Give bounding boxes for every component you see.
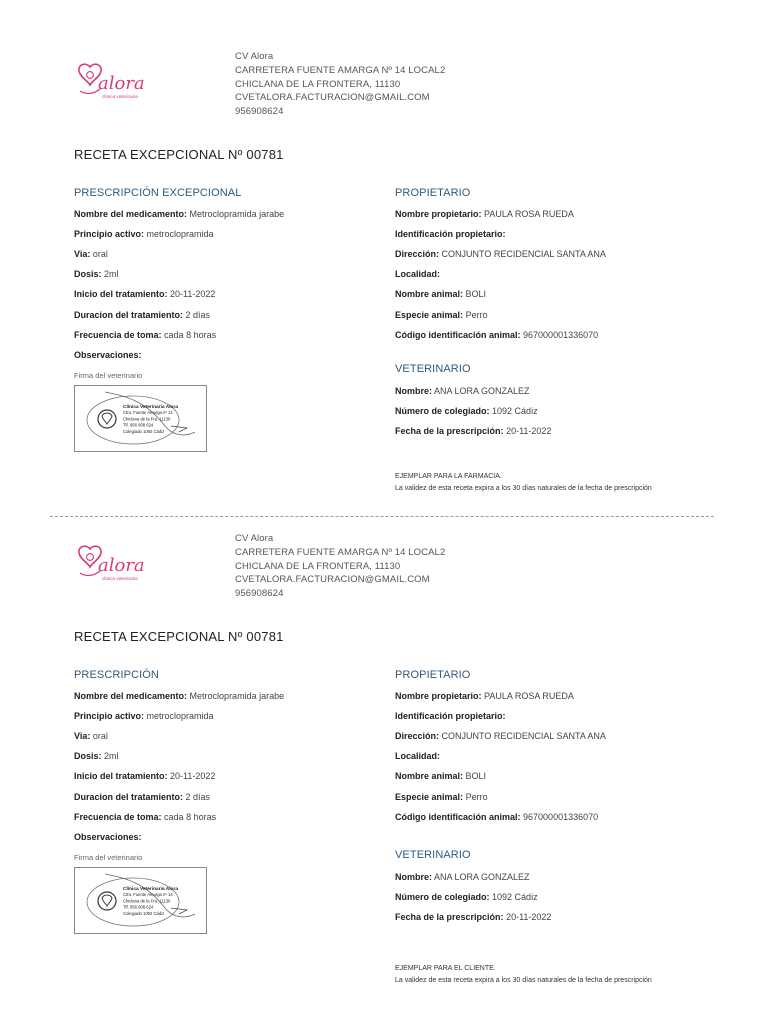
field-value: CONJUNTO RECIDENCIAL SANTA ANA <box>441 249 606 260</box>
field-label: Observaciones: <box>74 349 142 360</box>
field-value: 20-11-2022 <box>170 771 216 782</box>
field-value: 20-11-2022 <box>506 425 552 436</box>
owner-row <box>395 310 488 320</box>
stamp-line: Chiclana de la Fra. 11130 <box>123 416 171 422</box>
prescription-row <box>74 289 215 299</box>
vet-row <box>395 386 530 396</box>
field-label: Nombre: <box>395 386 433 396</box>
field-value: 1092 Cádiz <box>492 405 538 416</box>
logo-subtext: clínica veterinaria <box>102 576 138 581</box>
field-value: ANA LORA GONZALEZ <box>434 386 530 396</box>
field-label: Duracion del tratamiento: <box>74 309 184 320</box>
field-value: 2 días <box>185 309 211 320</box>
owner-heading: PROPIETARIO <box>395 187 471 199</box>
copy-type-label: EJEMPLAR PARA EL CLIENTE. <box>395 965 496 972</box>
field-label: Localidad: <box>395 269 441 280</box>
field-value: BOLI <box>465 771 487 782</box>
logo-subtext: clínica veterinaria <box>102 94 138 99</box>
field-value: 1092 Cádiz <box>492 891 538 902</box>
prescription-row <box>74 771 215 781</box>
field-label: Nombre propietario: <box>395 691 482 701</box>
clinic-name: CV Alora <box>235 51 274 62</box>
prescription-row <box>74 751 119 761</box>
field-label: Fecha de la prescripción: <box>395 911 504 922</box>
prescription-row <box>74 229 214 239</box>
clinic-city: CHICLANA DE LA FRONTERA, 11130 <box>235 78 401 90</box>
clinic-phone: 956908624 <box>235 106 284 118</box>
prescription-row <box>74 792 210 802</box>
field-label: Nombre animal: <box>395 289 464 300</box>
field-label: Nombre: <box>395 872 433 882</box>
prescription-row <box>74 249 108 259</box>
logo-text: alora <box>98 555 145 576</box>
field-value: CONJUNTO RECIDENCIAL SANTA ANA <box>441 731 606 742</box>
stamp-line: Colegiado 1092 Cádiz <box>123 910 165 916</box>
owner-row <box>395 249 606 259</box>
field-value: Perro <box>465 309 488 320</box>
field-value: Metroclopramida jarabe <box>189 209 285 219</box>
field-value: Perro <box>465 791 488 802</box>
clinic-logo <box>76 61 158 103</box>
field-value: 967000001336070 <box>523 329 599 340</box>
prescription-row <box>74 209 284 219</box>
vet-row <box>395 872 530 882</box>
field-label: Principio activo: <box>74 711 145 722</box>
prescription-row <box>74 330 216 340</box>
signature-label: Firma del veterinario <box>74 371 143 380</box>
owner-row <box>395 751 440 761</box>
field-label: Fecha de la prescripción: <box>395 425 504 436</box>
prescription-row <box>74 711 214 721</box>
owner-row <box>395 812 598 822</box>
owner-heading: PROPIETARIO <box>395 669 471 681</box>
signature-label: Firma del veterinario <box>74 853 143 862</box>
field-label: Número de colegiado: <box>395 405 490 416</box>
field-value: cada 8 horas <box>164 811 217 822</box>
owner-row <box>395 711 506 721</box>
field-label: Código identificación animal: <box>395 329 521 340</box>
field-value: oral <box>92 731 108 742</box>
field-label: Nombre del medicamento: <box>74 209 188 219</box>
field-label: Código identificación animal: <box>395 811 521 822</box>
field-value: ANA LORA GONZALEZ <box>434 872 530 882</box>
clinic-email: CVETALORA.FACTURACION@GMAIL.COM <box>235 92 430 104</box>
stamp-line: Ctra. Fuente Amarga nº 14 <box>123 410 173 416</box>
field-label: Frecuencia de toma: <box>74 329 162 340</box>
field-label: Número de colegiado: <box>395 891 490 902</box>
field-value: 967000001336070 <box>523 811 599 822</box>
field-label: Via: <box>74 731 91 742</box>
clinic-email: CVETALORA.FACTURACION@GMAIL.COM <box>235 574 430 586</box>
field-value: metroclopramida <box>146 229 214 240</box>
logo-heart-icon <box>76 61 158 103</box>
stamp-line: Ctra. Fuente Amarga nº 14 <box>123 892 173 898</box>
prescription-row <box>74 731 108 741</box>
prescription-heading: PRESCRIPCIÓN EXCEPCIONAL <box>74 187 242 199</box>
field-label: Identificación propietario: <box>395 711 506 722</box>
field-label: Nombre animal: <box>395 771 464 782</box>
field-label: Identificación propietario: <box>395 229 506 240</box>
field-label: Via: <box>74 249 91 260</box>
field-value: metroclopramida <box>146 711 214 722</box>
field-label: Dirección: <box>395 249 440 260</box>
prescription-row <box>74 350 142 360</box>
cut-line-divider <box>50 516 714 517</box>
owner-row <box>395 269 440 279</box>
owner-row <box>395 771 486 781</box>
prescription-title: RECETA EXCEPCIONAL Nº 00781 <box>74 629 284 644</box>
validity-note: La validez de esta receta expira a los 30 días naturales de la fecha de prescripción <box>395 485 652 492</box>
owner-row <box>395 229 506 239</box>
owner-row <box>395 691 574 701</box>
validity-note: La validez de esta receta expira a los 30 días naturales de la fecha de prescripción <box>395 977 652 984</box>
stamp-line: Tlf. 956 908 624 <box>123 422 154 428</box>
field-value: 20-11-2022 <box>506 911 552 922</box>
signature-box <box>74 385 207 452</box>
field-label: Dosis: <box>74 751 102 762</box>
clinic-phone: 956908624 <box>235 588 284 600</box>
field-value: PAULA ROSA RUEDA <box>484 209 574 219</box>
field-label: Dirección: <box>395 731 440 742</box>
field-value: 2 días <box>185 791 211 802</box>
vet-row <box>395 912 551 922</box>
stamp-line: Chiclana de la Fra. 11130 <box>123 898 171 904</box>
field-label: Inicio del tratamiento: <box>74 771 168 782</box>
signature-stamp-icon <box>75 868 203 932</box>
stamp-line: Colegiado 1092 Cádiz <box>123 428 165 434</box>
field-value: 2ml <box>104 751 119 762</box>
clinic-city: CHICLANA DE LA FRONTERA, 11130 <box>235 560 401 572</box>
owner-row <box>395 289 486 299</box>
logo-text: alora <box>98 73 145 94</box>
clinic-info <box>235 50 445 119</box>
owner-row <box>395 792 488 802</box>
stamp-line: Clínica Veterinaria Alora <box>123 887 179 892</box>
vet-row <box>395 406 538 416</box>
owner-row <box>395 731 606 741</box>
vet-heading: VETERINARIO <box>395 849 471 861</box>
signature-box <box>74 867 207 934</box>
prescription-title: RECETA EXCEPCIONAL Nº 00781 <box>74 147 284 162</box>
field-label: Frecuencia de toma: <box>74 811 162 822</box>
field-label: Especie animal: <box>395 791 464 802</box>
vet-row <box>395 426 551 436</box>
field-label: Especie animal: <box>395 309 464 320</box>
clinic-logo <box>76 543 158 585</box>
prescription-row <box>74 812 216 822</box>
field-label: Dosis: <box>74 269 102 280</box>
prescription-row <box>74 691 284 701</box>
clinic-address: CARRETERA FUENTE AMARGA Nº 14 LOCAL2 <box>235 546 446 558</box>
vet-heading: VETERINARIO <box>395 363 471 375</box>
copy-type-label: EJEMPLAR PARA LA FARMACIA. <box>395 473 502 480</box>
field-label: Localidad: <box>395 751 441 762</box>
field-value: BOLI <box>465 289 487 300</box>
clinic-info <box>235 532 445 601</box>
prescription-row <box>74 310 210 320</box>
prescription-heading: PRESCRIPCIÓN <box>74 669 159 681</box>
signature-stamp-icon <box>75 386 203 450</box>
owner-row <box>395 330 598 340</box>
prescription-row <box>74 832 142 842</box>
owner-row <box>395 209 574 219</box>
field-label: Nombre propietario: <box>395 209 482 219</box>
field-value: PAULA ROSA RUEDA <box>484 691 574 701</box>
field-label: Principio activo: <box>74 229 145 240</box>
field-value: 2ml <box>104 269 119 280</box>
clinic-address: CARRETERA FUENTE AMARGA Nº 14 LOCAL2 <box>235 64 446 76</box>
field-label: Nombre del medicamento: <box>74 691 188 701</box>
field-label: Inicio del tratamiento: <box>74 289 168 300</box>
field-value: oral <box>92 249 108 260</box>
field-label: Observaciones: <box>74 831 142 842</box>
clinic-name: CV Alora <box>235 533 274 544</box>
field-value: 20-11-2022 <box>170 289 216 300</box>
field-value: cada 8 horas <box>164 329 217 340</box>
field-label: Duracion del tratamiento: <box>74 791 184 802</box>
stamp-line: Clínica Veterinaria Alora <box>123 405 179 410</box>
logo-heart-icon <box>76 543 158 585</box>
vet-row <box>395 892 538 902</box>
stamp-line: Tlf. 956 908 624 <box>123 904 154 910</box>
prescription-row <box>74 269 119 279</box>
field-value: Metroclopramida jarabe <box>189 691 285 701</box>
